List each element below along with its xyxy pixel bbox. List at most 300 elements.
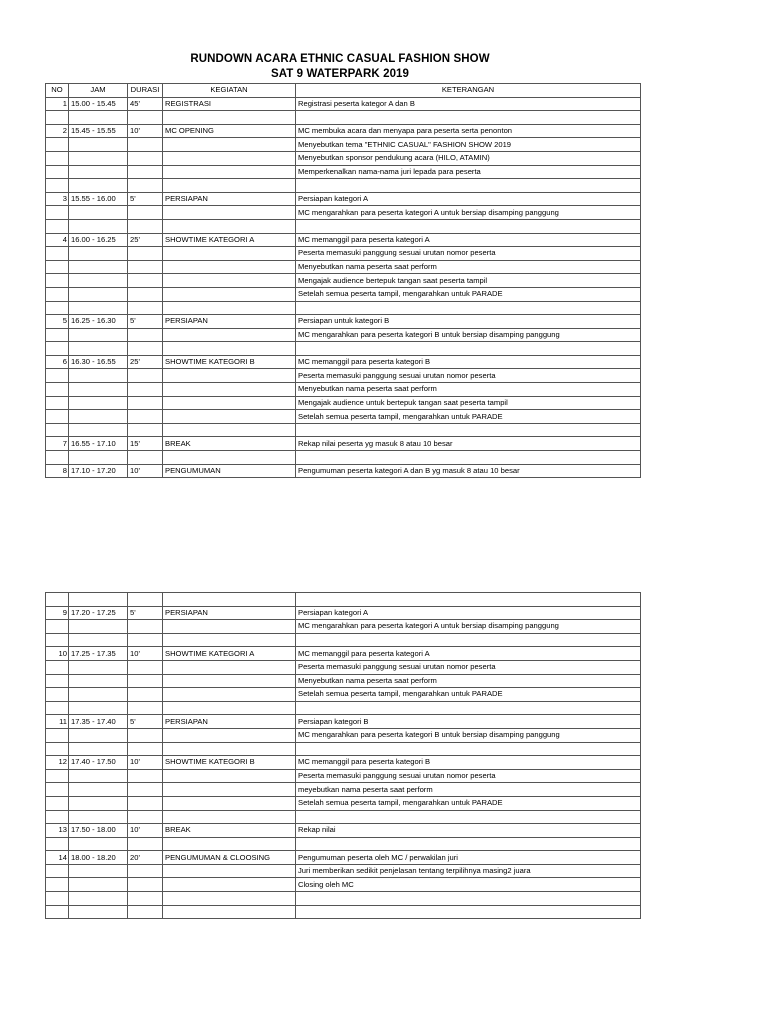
- cell-keterangan: MC membuka acara dan menyapa para peserta serta penonton: [296, 124, 641, 138]
- header-durasi: DURASI: [128, 84, 163, 98]
- cell-durasi: [128, 410, 163, 424]
- cell-kegiatan: [163, 383, 296, 397]
- cell-no: 10: [46, 647, 69, 661]
- header-jam: JAM: [69, 84, 128, 98]
- cell-no: [46, 260, 69, 274]
- cell-kegiatan: [163, 688, 296, 702]
- cell-no: 14: [46, 851, 69, 865]
- cell-keterangan: Menyebutkan nama peserta saat perform: [296, 674, 641, 688]
- cell-durasi: [128, 111, 163, 125]
- cell-keterangan: Mengajak audience bertepuk tangan saat peserta tampil: [296, 274, 641, 288]
- cell-jam: [69, 864, 128, 878]
- cell-keterangan: Menyebutkan nama peserta saat perform: [296, 383, 641, 397]
- cell-kegiatan: [163, 179, 296, 193]
- cell-kegiatan: PENGUMUMAN: [163, 464, 296, 478]
- table-header-row: [46, 84, 641, 98]
- cell-kegiatan: [163, 701, 296, 715]
- cell-no: 9: [46, 606, 69, 620]
- table-row: [46, 892, 641, 906]
- cell-no: [46, 878, 69, 892]
- cell-durasi: [128, 905, 163, 919]
- cell-kegiatan: [163, 660, 296, 674]
- cell-keterangan: Setelah semua peserta tampil, mengarahkan untuk PARADE: [296, 796, 641, 810]
- header-kegiatan: KEGIATAN: [163, 84, 296, 98]
- cell-keterangan: Persiapan kategori B: [296, 715, 641, 729]
- cell-jam: 18.00 - 18.20: [69, 851, 128, 865]
- table-row: [46, 138, 641, 152]
- table-row: [46, 783, 641, 797]
- cell-durasi: 10': [128, 124, 163, 138]
- cell-no: [46, 769, 69, 783]
- cell-jam: [69, 892, 128, 906]
- cell-jam: [69, 369, 128, 383]
- cell-keterangan: [296, 810, 641, 824]
- cell-keterangan: Menyebutkan nama peserta saat perform: [296, 260, 641, 274]
- cell-kegiatan: BREAK: [163, 437, 296, 451]
- cell-kegiatan: [163, 342, 296, 356]
- cell-keterangan: Mengajak audience untuk bertepuk tangan saat peserta tampil: [296, 396, 641, 410]
- table-row: [46, 124, 641, 138]
- cell-durasi: [128, 274, 163, 288]
- cell-no: [46, 633, 69, 647]
- document-subtitle: SAT 9 WATERPARK 2019: [270, 68, 410, 80]
- table-row: [46, 328, 641, 342]
- cell-durasi: [128, 138, 163, 152]
- cell-keterangan: MC mengarahkan para peserta kategori B untuk bersiap disamping panggung: [296, 328, 641, 342]
- cell-no: [46, 342, 69, 356]
- table-row: [46, 355, 641, 369]
- cell-durasi: [128, 810, 163, 824]
- cell-jam: [69, 328, 128, 342]
- cell-jam: 15.45 - 15.55: [69, 124, 128, 138]
- cell-keterangan: [296, 342, 641, 356]
- cell-keterangan: Setelah semua peserta tampil, mengarahkan untuk PARADE: [296, 287, 641, 301]
- cell-jam: [69, 165, 128, 179]
- cell-kegiatan: [163, 769, 296, 783]
- table-row: [46, 756, 641, 770]
- cell-jam: [69, 342, 128, 356]
- cell-durasi: [128, 328, 163, 342]
- table-row: [46, 192, 641, 206]
- cell-durasi: 10': [128, 647, 163, 661]
- cell-kegiatan: PERSIAPAN: [163, 315, 296, 329]
- cell-keterangan: [296, 423, 641, 437]
- cell-no: [46, 423, 69, 437]
- cell-keterangan: Persiapan untuk kategori B: [296, 315, 641, 329]
- cell-durasi: [128, 451, 163, 465]
- cell-kegiatan: [163, 410, 296, 424]
- rundown-table-1: [45, 83, 641, 478]
- cell-kegiatan: PENGUMUMAN & CLOOSING: [163, 851, 296, 865]
- table-row: [46, 369, 641, 383]
- cell-keterangan: [296, 742, 641, 756]
- cell-no: [46, 728, 69, 742]
- cell-no: 11: [46, 715, 69, 729]
- table-row: [46, 851, 641, 865]
- cell-jam: [69, 633, 128, 647]
- cell-kegiatan: [163, 274, 296, 288]
- cell-keterangan: MC memanggil para peserta kategori B: [296, 355, 641, 369]
- cell-jam: [69, 219, 128, 233]
- table-row: [46, 287, 641, 301]
- cell-jam: [69, 206, 128, 220]
- cell-jam: [69, 410, 128, 424]
- cell-keterangan: meyebutkan nama peserta saat perform: [296, 783, 641, 797]
- cell-no: [46, 328, 69, 342]
- header-no: NO: [46, 84, 69, 98]
- table-row: [46, 451, 641, 465]
- cell-kegiatan: [163, 328, 296, 342]
- cell-keterangan: [296, 219, 641, 233]
- cell-durasi: [128, 633, 163, 647]
- cell-durasi: [128, 620, 163, 634]
- cell-jam: [69, 796, 128, 810]
- cell-jam: 17.50 - 18.00: [69, 824, 128, 838]
- cell-keterangan: MC mengarahkan para peserta kategori A untuk bersiap disamping panggung: [296, 206, 641, 220]
- cell-no: [46, 383, 69, 397]
- cell-no: [46, 451, 69, 465]
- cell-durasi: [128, 287, 163, 301]
- cell-keterangan: [296, 701, 641, 715]
- cell-durasi: [128, 423, 163, 437]
- cell-kegiatan: [163, 633, 296, 647]
- table-row: [46, 396, 641, 410]
- cell-kegiatan: SHOWTIME KATEGORI B: [163, 355, 296, 369]
- cell-keterangan: [296, 593, 641, 607]
- cell-keterangan: Menyebutkan tema "ETHNIC CASUAL" FASHION SHOW 2019: [296, 138, 641, 152]
- cell-no: 1: [46, 97, 69, 111]
- cell-durasi: [128, 688, 163, 702]
- cell-jam: [69, 151, 128, 165]
- table-row: [46, 620, 641, 634]
- table-row: [46, 701, 641, 715]
- cell-kegiatan: [163, 783, 296, 797]
- cell-jam: [69, 247, 128, 261]
- table-row: [46, 715, 641, 729]
- cell-durasi: 25': [128, 355, 163, 369]
- table-body-2: [46, 593, 641, 919]
- cell-keterangan: Peserta memasuki panggung sesuai urutan nomor peserta: [296, 769, 641, 783]
- cell-durasi: [128, 179, 163, 193]
- cell-keterangan: [296, 301, 641, 315]
- cell-keterangan: Menyebutkan sponsor pendukung acara (HILO, ATAMIN): [296, 151, 641, 165]
- cell-durasi: [128, 864, 163, 878]
- cell-durasi: 10': [128, 464, 163, 478]
- cell-kegiatan: PERSIAPAN: [163, 192, 296, 206]
- cell-no: 13: [46, 824, 69, 838]
- table-row: [46, 233, 641, 247]
- table-row: [46, 810, 641, 824]
- cell-no: 8: [46, 464, 69, 478]
- cell-jam: 16.00 - 16.25: [69, 233, 128, 247]
- cell-durasi: [128, 165, 163, 179]
- table-row: [46, 728, 641, 742]
- cell-no: 12: [46, 756, 69, 770]
- cell-durasi: [128, 878, 163, 892]
- table-row: [46, 593, 641, 607]
- cell-durasi: [128, 728, 163, 742]
- table-row: [46, 688, 641, 702]
- cell-durasi: [128, 593, 163, 607]
- table-row: [46, 633, 641, 647]
- table-row: [46, 464, 641, 478]
- table-row: [46, 437, 641, 451]
- cell-jam: 15.55 - 16.00: [69, 192, 128, 206]
- cell-jam: [69, 423, 128, 437]
- cell-jam: 17.20 - 17.25: [69, 606, 128, 620]
- cell-durasi: [128, 151, 163, 165]
- cell-kegiatan: SHOWTIME KATEGORI B: [163, 756, 296, 770]
- table-row: [46, 260, 641, 274]
- cell-jam: [69, 301, 128, 315]
- cell-no: 6: [46, 355, 69, 369]
- cell-no: [46, 111, 69, 125]
- cell-no: [46, 593, 69, 607]
- cell-no: [46, 247, 69, 261]
- cell-kegiatan: [163, 423, 296, 437]
- cell-keterangan: MC memanggil para peserta kategori B: [296, 756, 641, 770]
- table-row: [46, 606, 641, 620]
- cell-durasi: [128, 342, 163, 356]
- cell-keterangan: Peserta memasuki panggung sesuai urutan nomor peserta: [296, 369, 641, 383]
- cell-no: [46, 287, 69, 301]
- cell-jam: [69, 138, 128, 152]
- cell-jam: [69, 660, 128, 674]
- cell-durasi: 5': [128, 315, 163, 329]
- cell-no: [46, 688, 69, 702]
- cell-kegiatan: SHOWTIME KATEGORI A: [163, 233, 296, 247]
- cell-keterangan: Rekap nilai peserta yg masuk 8 atau 10 besar: [296, 437, 641, 451]
- cell-jam: 16.55 - 17.10: [69, 437, 128, 451]
- cell-kegiatan: [163, 111, 296, 125]
- cell-durasi: [128, 206, 163, 220]
- cell-no: [46, 138, 69, 152]
- cell-no: [46, 219, 69, 233]
- cell-no: [46, 905, 69, 919]
- cell-durasi: [128, 783, 163, 797]
- table-row: [46, 423, 641, 437]
- cell-keterangan: Pengumuman peserta oleh MC / perwakilan juri: [296, 851, 641, 865]
- cell-durasi: 25': [128, 233, 163, 247]
- cell-jam: [69, 179, 128, 193]
- table-row: [46, 315, 641, 329]
- cell-jam: 15.00 - 15.45: [69, 97, 128, 111]
- table-row: [46, 151, 641, 165]
- cell-kegiatan: [163, 301, 296, 315]
- cell-kegiatan: [163, 728, 296, 742]
- cell-no: 5: [46, 315, 69, 329]
- cell-keterangan: Persiapan kategori A: [296, 192, 641, 206]
- cell-jam: 17.25 - 17.35: [69, 647, 128, 661]
- cell-kegiatan: PERSIAPAN: [163, 606, 296, 620]
- rundown-table-2: [45, 592, 641, 919]
- cell-no: [46, 179, 69, 193]
- table-row: [46, 247, 641, 261]
- cell-durasi: [128, 247, 163, 261]
- cell-jam: [69, 274, 128, 288]
- cell-kegiatan: [163, 674, 296, 688]
- table-row: [46, 206, 641, 220]
- cell-kegiatan: PERSIAPAN: [163, 715, 296, 729]
- table-row: [46, 837, 641, 851]
- table-row: [46, 769, 641, 783]
- cell-kegiatan: [163, 219, 296, 233]
- cell-kegiatan: [163, 396, 296, 410]
- cell-keterangan: [296, 837, 641, 851]
- cell-durasi: 15': [128, 437, 163, 451]
- cell-no: [46, 301, 69, 315]
- cell-jam: [69, 593, 128, 607]
- table-row: [46, 796, 641, 810]
- cell-durasi: 10': [128, 824, 163, 838]
- cell-jam: [69, 111, 128, 125]
- cell-keterangan: Setelah semua peserta tampil, mengarahkan untuk PARADE: [296, 410, 641, 424]
- cell-jam: 17.35 - 17.40: [69, 715, 128, 729]
- cell-keterangan: Peserta memasuki panggung sesuai urutan nomor peserta: [296, 247, 641, 261]
- cell-jam: [69, 287, 128, 301]
- cell-jam: [69, 620, 128, 634]
- cell-no: 4: [46, 233, 69, 247]
- cell-durasi: [128, 219, 163, 233]
- cell-jam: [69, 701, 128, 715]
- cell-kegiatan: [163, 864, 296, 878]
- table-row: [46, 219, 641, 233]
- cell-keterangan: [296, 905, 641, 919]
- cell-jam: [69, 260, 128, 274]
- cell-keterangan: Pengumuman peserta kategori A dan B yg masuk 8 atau 10 besar: [296, 464, 641, 478]
- cell-no: [46, 742, 69, 756]
- cell-kegiatan: REGISTRASI: [163, 97, 296, 111]
- cell-no: [46, 796, 69, 810]
- cell-durasi: 5': [128, 606, 163, 620]
- cell-kegiatan: [163, 796, 296, 810]
- cell-kegiatan: [163, 905, 296, 919]
- cell-keterangan: [296, 633, 641, 647]
- table-row: [46, 410, 641, 424]
- table-row: [46, 878, 641, 892]
- cell-keterangan: Registrasi peserta kategor A dan B: [296, 97, 641, 111]
- cell-durasi: 45': [128, 97, 163, 111]
- cell-durasi: 10': [128, 756, 163, 770]
- cell-kegiatan: [163, 837, 296, 851]
- cell-keterangan: [296, 179, 641, 193]
- cell-kegiatan: [163, 260, 296, 274]
- cell-keterangan: Persiapan kategori A: [296, 606, 641, 620]
- cell-kegiatan: [163, 369, 296, 383]
- cell-no: [46, 410, 69, 424]
- cell-jam: [69, 878, 128, 892]
- table-body-1: [46, 97, 641, 478]
- cell-kegiatan: [163, 247, 296, 261]
- cell-no: [46, 892, 69, 906]
- table-row: [46, 824, 641, 838]
- cell-jam: [69, 783, 128, 797]
- table-row: [46, 647, 641, 661]
- cell-keterangan: [296, 451, 641, 465]
- cell-keterangan: Rekap nilai: [296, 824, 641, 838]
- table-row: [46, 97, 641, 111]
- cell-kegiatan: [163, 892, 296, 906]
- cell-keterangan: [296, 892, 641, 906]
- table-row: [46, 301, 641, 315]
- cell-durasi: [128, 674, 163, 688]
- cell-no: [46, 620, 69, 634]
- cell-no: 3: [46, 192, 69, 206]
- cell-no: [46, 151, 69, 165]
- cell-kegiatan: MC OPENING: [163, 124, 296, 138]
- cell-kegiatan: [163, 451, 296, 465]
- cell-kegiatan: [163, 138, 296, 152]
- table-row: [46, 342, 641, 356]
- cell-kegiatan: [163, 620, 296, 634]
- cell-no: [46, 396, 69, 410]
- cell-durasi: 20': [128, 851, 163, 865]
- cell-keterangan: Juri memberikan sedikit penjelasan tentang terpilihnya masing2 juara: [296, 864, 641, 878]
- cell-durasi: [128, 892, 163, 906]
- cell-kegiatan: BREAK: [163, 824, 296, 838]
- cell-durasi: 5': [128, 192, 163, 206]
- cell-durasi: [128, 383, 163, 397]
- cell-keterangan: Peserta memasuki panggung sesuai urutan nomor peserta: [296, 660, 641, 674]
- table-row: [46, 905, 641, 919]
- cell-no: [46, 674, 69, 688]
- cell-jam: [69, 769, 128, 783]
- cell-kegiatan: [163, 151, 296, 165]
- cell-keterangan: MC memanggil para peserta kategori A: [296, 233, 641, 247]
- cell-keterangan: Setelah semua peserta tampil, mengarahkan untuk PARADE: [296, 688, 641, 702]
- cell-jam: [69, 728, 128, 742]
- cell-keterangan: MC mengarahkan para peserta kategori A untuk bersiap disamping panggung: [296, 620, 641, 634]
- cell-durasi: 5': [128, 715, 163, 729]
- cell-jam: [69, 742, 128, 756]
- cell-durasi: [128, 837, 163, 851]
- cell-jam: 16.30 - 16.55: [69, 355, 128, 369]
- cell-no: [46, 165, 69, 179]
- table-row: [46, 383, 641, 397]
- cell-keterangan: Memperkenalkan nama-nama juri lepada para peserta: [296, 165, 641, 179]
- cell-durasi: [128, 660, 163, 674]
- cell-kegiatan: [163, 878, 296, 892]
- cell-jam: [69, 383, 128, 397]
- cell-no: [46, 810, 69, 824]
- cell-no: 2: [46, 124, 69, 138]
- table-row: [46, 165, 641, 179]
- table-row: [46, 742, 641, 756]
- table-row: [46, 660, 641, 674]
- cell-kegiatan: [163, 165, 296, 179]
- cell-kegiatan: [163, 810, 296, 824]
- cell-jam: 17.10 - 17.20: [69, 464, 128, 478]
- cell-durasi: [128, 369, 163, 383]
- cell-jam: [69, 688, 128, 702]
- table-row: [46, 274, 641, 288]
- cell-durasi: [128, 769, 163, 783]
- cell-no: [46, 864, 69, 878]
- cell-no: [46, 369, 69, 383]
- table-row: [46, 179, 641, 193]
- table-row: [46, 111, 641, 125]
- cell-durasi: [128, 301, 163, 315]
- cell-kegiatan: [163, 206, 296, 220]
- cell-no: [46, 660, 69, 674]
- cell-jam: [69, 396, 128, 410]
- cell-keterangan: [296, 111, 641, 125]
- cell-no: 7: [46, 437, 69, 451]
- cell-kegiatan: [163, 593, 296, 607]
- cell-kegiatan: SHOWTIME KATEGORI A: [163, 647, 296, 661]
- document-title: RUNDOWN ACARA ETHNIC CASUAL FASHION SHOW: [190, 53, 490, 65]
- cell-no: [46, 783, 69, 797]
